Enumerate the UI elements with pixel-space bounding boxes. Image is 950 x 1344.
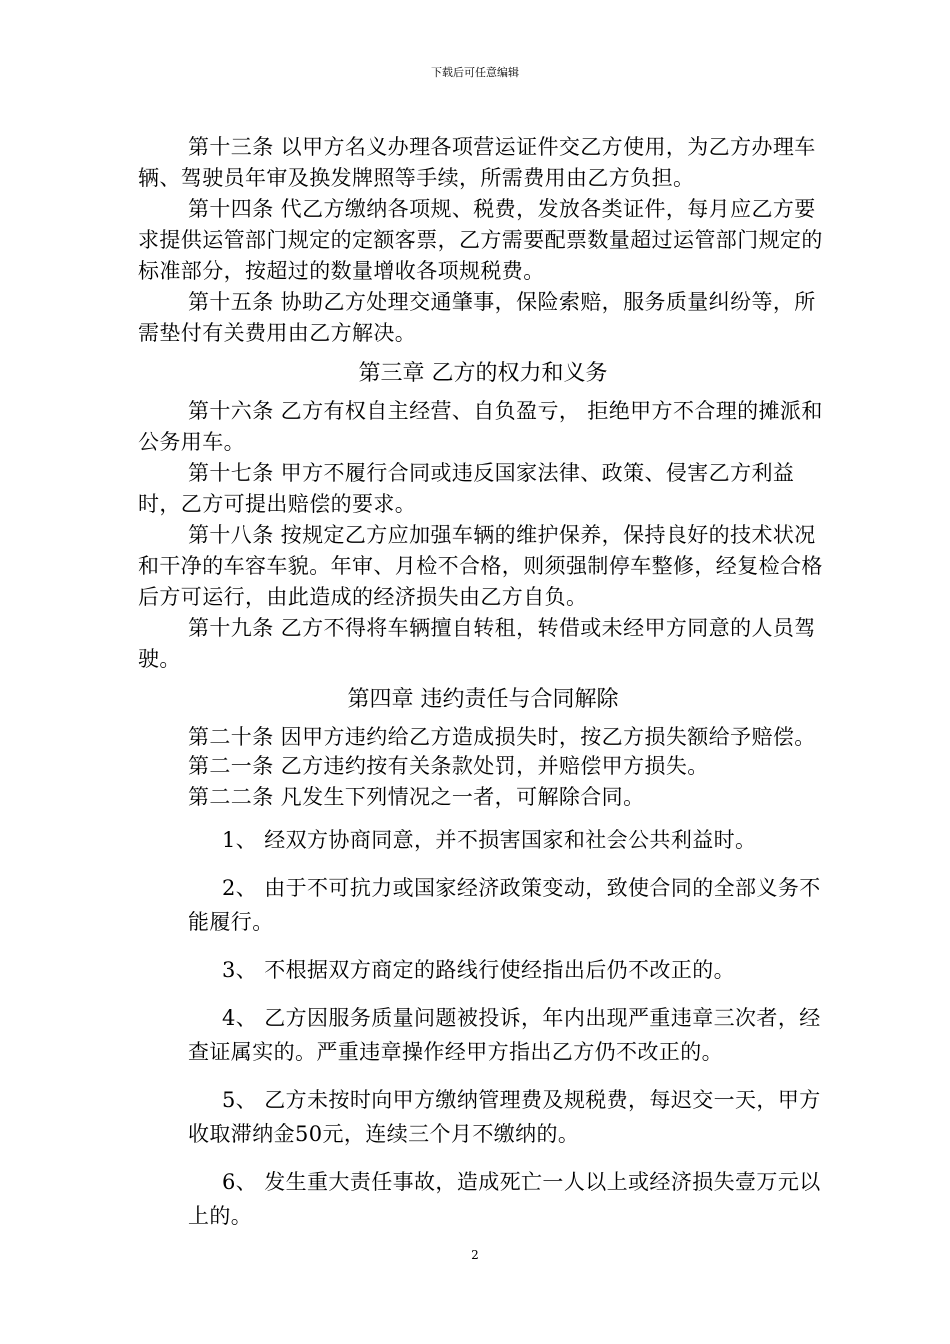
- article-15: 第十五条 协助乙方处理交通肇事，保险索赔，服务质量纠纷等，所需垫付有关费用由乙方解决。: [138, 290, 816, 345]
- article-19: 第十九条 乙方不得将车辆擅自转租，转借或未经甲方同意的人员驾驶。: [138, 616, 816, 671]
- chapter-4-title: 第四章 违约责任与合同解除: [347, 687, 619, 712]
- page-header: 下载后可任意编辑: [431, 66, 519, 79]
- termination-item-1: 1、 经双方协商同意，并不损害国家和社会公共利益时。: [222, 828, 757, 852]
- article-17: 第十七条 甲方不履行合同或违反国家法律、政策、侵害乙方利益时，乙方可提出赔偿的要求。: [138, 461, 795, 516]
- termination-item-3: 3、 不根据双方商定的路线行使经指出后仍不改正的。: [222, 958, 736, 982]
- chapter-3-title: 第三章 乙方的权力和义务: [358, 361, 608, 386]
- article-13: 第十三条 以甲方名义办理各项营运证件交乙方使用，为乙方办理车辆、驾驶员年审及换发牌照等手续，所需费用由乙方负担。: [138, 135, 816, 190]
- termination-item-2: 2、 由于不可抗力或国家经济政策变动，致使合同的全部义务不能履行。: [188, 876, 821, 934]
- termination-item-6: 6、 发生重大责任事故，造成死亡一人以上或经济损失壹万元以上的。: [188, 1170, 821, 1228]
- article-21: 第二一条 乙方违约按有关条款处罚，并赔偿甲方损失。: [188, 754, 709, 778]
- article-18: 第十八条 按规定乙方应加强车辆的维护保养，保持良好的技术状况和干净的车容车貌。年审、月检不合格，则须强制停车整修，经复检合格后方可运行，由此造成的经济损失由乙方自负。: [138, 523, 823, 609]
- page-number: 2: [471, 1248, 479, 1262]
- article-20: 第二十条 因甲方违约给乙方造成损失时，按乙方损失额给予赔偿。: [188, 725, 816, 749]
- article-22: 第二二条 凡发生下列情况之一者，可解除合同。: [188, 785, 645, 809]
- termination-item-5: 5、 乙方未按时向甲方缴纳管理费及规税费，每迟交一天，甲方收取滞纳金50元，连续三个月不缴纳的。: [188, 1088, 821, 1146]
- article-14: 第十四条 代乙方缴纳各项规、税费，发放各类证件，每月应乙方要求提供运管部门规定的定额客票，乙方需要配票数量超过运管部门规定的标准部分，按超过的数量增收各项规税费。: [138, 197, 823, 283]
- document-body: [138, 132, 828, 1247]
- termination-item-4: 4、 乙方因服务质量问题被投诉，年内出现严重违章三次者，经查证属实的。严重违章操作经甲方指出乙方仍不改正的。: [188, 1006, 821, 1064]
- article-16: 第十六条 乙方有权自主经营、自负盈亏， 拒绝甲方不合理的摊派和公务用车。: [138, 399, 823, 454]
